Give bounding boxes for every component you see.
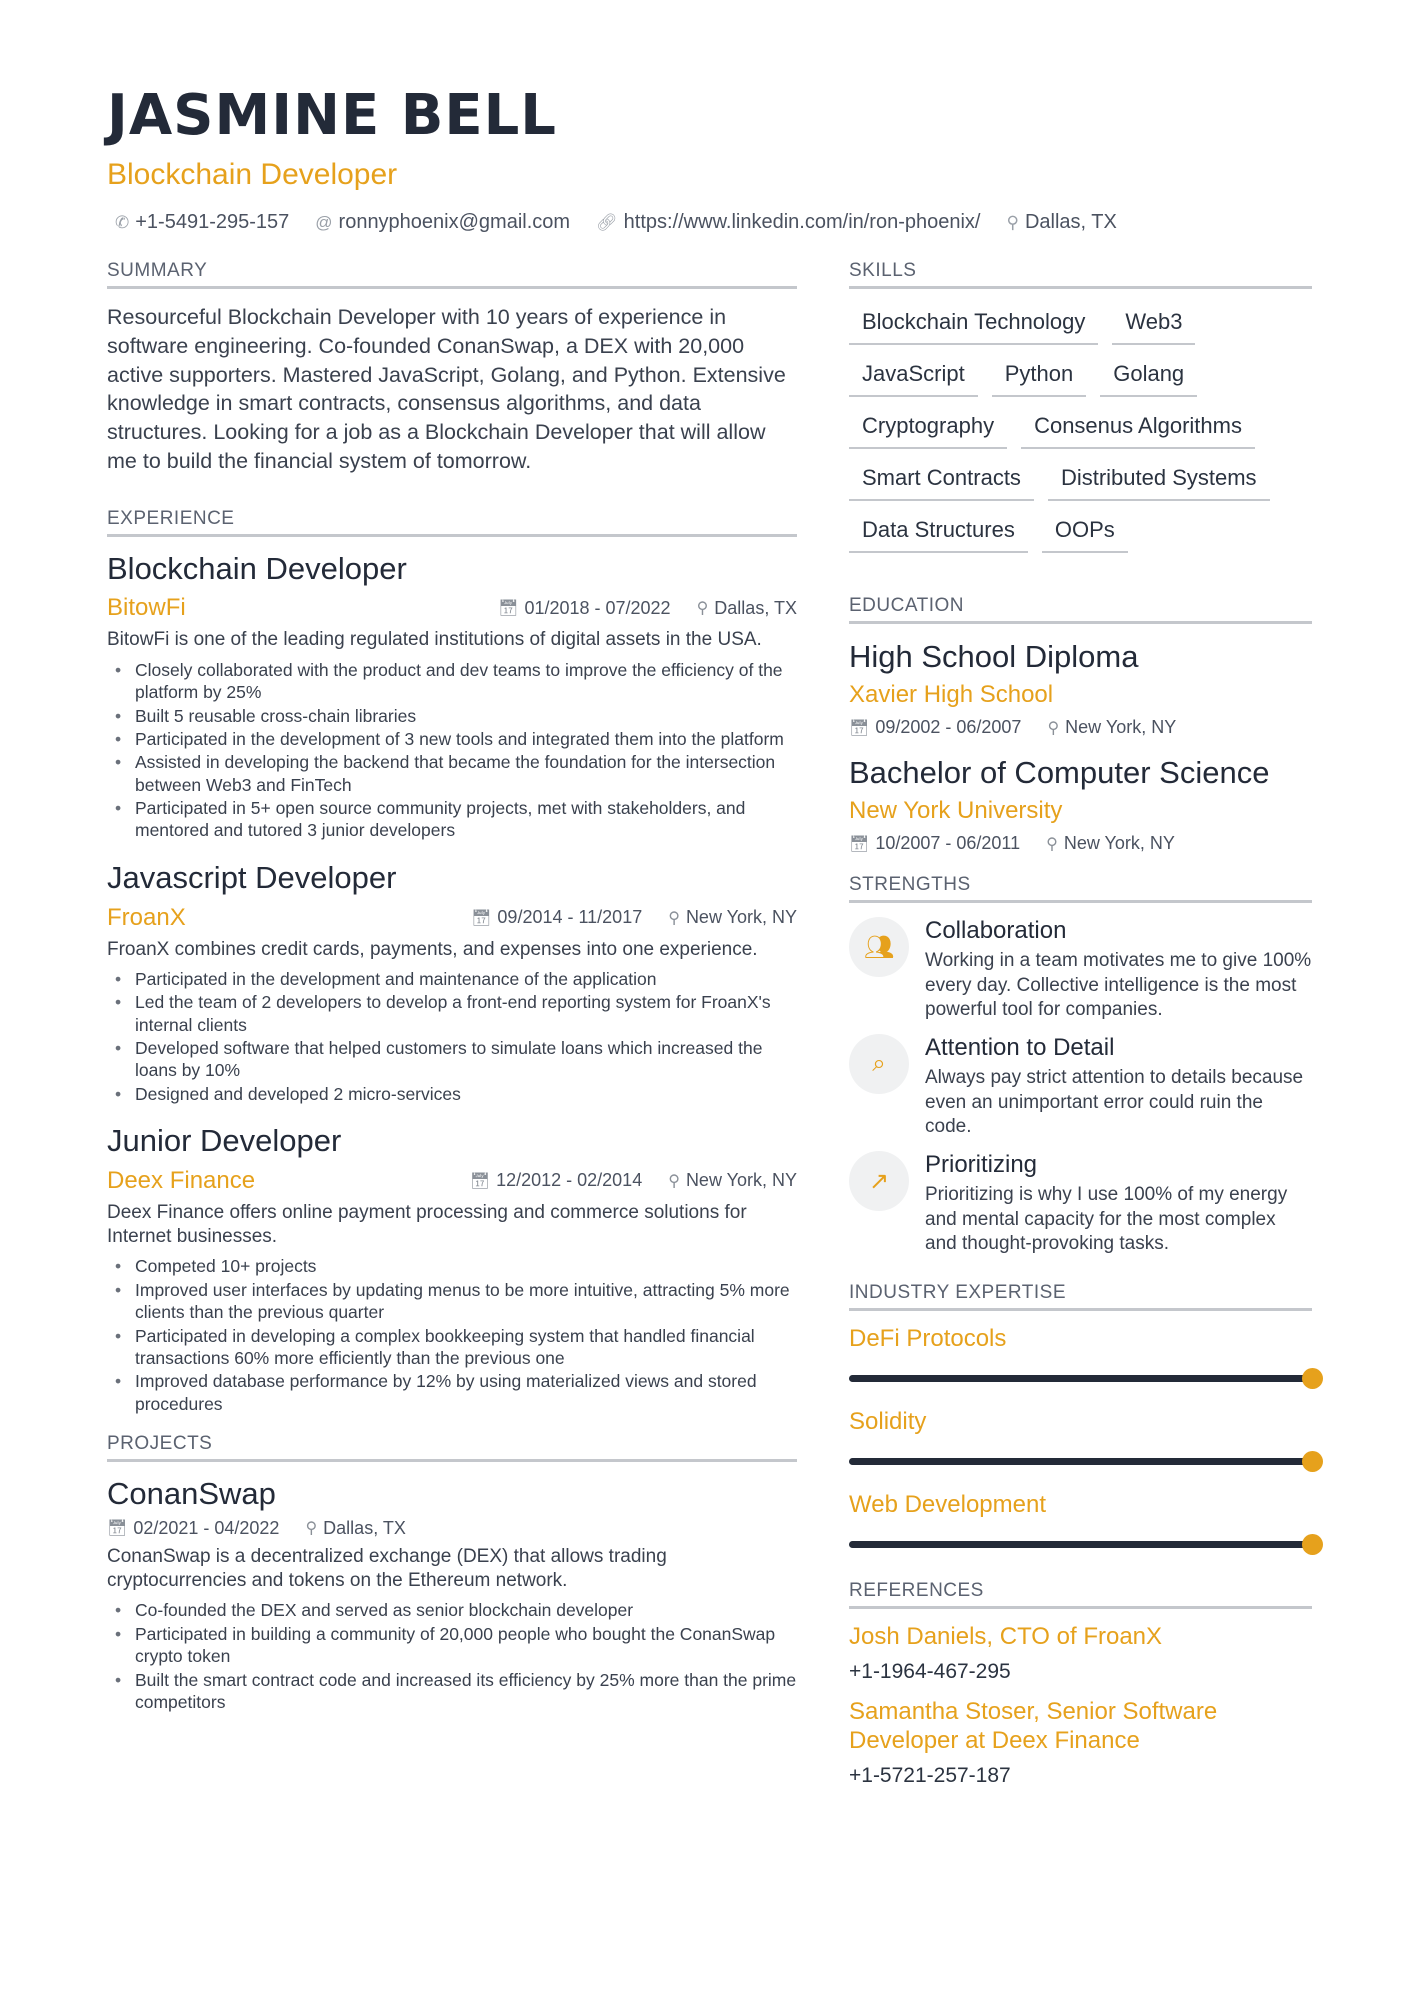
expertise-label: DeFi Protocols bbox=[849, 1325, 1007, 1353]
skill-tag: Consenus Algorithms bbox=[1021, 413, 1255, 449]
location-pin-icon: ⚲ bbox=[1006, 212, 1019, 232]
calendar-icon: 📅︎ bbox=[107, 1520, 128, 1538]
reference-phone: +1-5721-257-187 bbox=[849, 1763, 1011, 1787]
degree-title: High School Diploma bbox=[849, 639, 1139, 674]
bullet-list bbox=[107, 1599, 797, 1713]
job-location: New York, NY bbox=[685, 907, 797, 927]
education-location: New York, NY bbox=[1063, 833, 1175, 854]
left-column bbox=[107, 260, 797, 1731]
calendar-icon: 📅︎ bbox=[849, 835, 870, 853]
references-list bbox=[849, 1623, 1312, 1787]
job-dates: 01/2018 - 07/2022 bbox=[524, 597, 671, 618]
strength-title: Prioritizing bbox=[925, 1151, 1038, 1179]
strength-entry bbox=[849, 917, 1312, 1022]
bullet-item: • Participated in 5+ open source community projects, met with stakeholders, and mentored and tutored 3 junior developers bbox=[107, 797, 797, 842]
calendar-icon: 📅︎ bbox=[498, 600, 519, 618]
bullet-item: • Participated in building a community of 20,000 people who bought the ConanSwap crypto token bbox=[107, 1623, 797, 1668]
projects-list bbox=[107, 1476, 797, 1713]
contact-phone bbox=[115, 211, 289, 234]
strength-description: Always pay strict attention to details because even an unimportant error could ruin the code. bbox=[925, 1067, 1304, 1137]
email-text: ronnyphoenix@gmail.com bbox=[338, 211, 571, 233]
strength-body bbox=[925, 917, 1312, 1022]
reference-name: Samantha Stoser, Senior Software Developer at Deex Finance bbox=[849, 1697, 1218, 1754]
job-location: Dallas, TX bbox=[714, 597, 797, 618]
bullet-item: • Participated in the development of 3 new tools and integrated them into the platform bbox=[107, 728, 797, 750]
degree-title: Bachelor of Computer Science bbox=[849, 755, 1270, 791]
job-meta-row bbox=[107, 594, 797, 622]
expertise-bar-fill bbox=[849, 1458, 1312, 1465]
reference-entry bbox=[849, 1623, 1312, 1684]
bullet-item: • Improved user interfaces by updating menus to be more intuitive, attracting 5% more clients than the previous quarter bbox=[107, 1279, 797, 1324]
reference-name: Josh Daniels, CTO of FroanX bbox=[849, 1623, 1163, 1651]
skill-tag: Cryptography bbox=[849, 413, 1007, 449]
bullet-list bbox=[107, 1255, 797, 1415]
job-location: New York, NY bbox=[685, 1170, 797, 1191]
job-location-wrap bbox=[697, 598, 797, 619]
expertise-item bbox=[849, 1491, 1312, 1548]
job-location-wrap bbox=[668, 1170, 797, 1191]
references-heading: REFERENCES bbox=[849, 1580, 1312, 1609]
strength-body bbox=[925, 1034, 1312, 1139]
skills-list bbox=[849, 303, 1312, 553]
strengths-list bbox=[849, 917, 1312, 1256]
bullet-item: • Participated in the development and maintenance of the application bbox=[107, 968, 797, 990]
bullet-item: • Closely collaborated with the product and dev teams to improve the efficiency of the platform by 25% bbox=[107, 659, 797, 704]
job-meta-row bbox=[107, 1167, 797, 1195]
education-location-wrap bbox=[1046, 833, 1175, 854]
skill-tag: Web3 bbox=[1112, 309, 1195, 345]
project-dates-wrap bbox=[107, 1518, 279, 1539]
job-description: FroanX combines credit cards, payments, and expenses into one experience. bbox=[107, 938, 758, 960]
location-pin-icon: ⚲ bbox=[1046, 835, 1058, 853]
search-icon: ⌕ bbox=[849, 1034, 909, 1094]
expertise-item bbox=[849, 1325, 1312, 1382]
skill-tag: Python bbox=[992, 361, 1087, 397]
project-title: ConanSwap bbox=[107, 1476, 276, 1512]
school-name: New York University bbox=[849, 797, 1063, 825]
summary-heading: SUMMARY bbox=[107, 260, 797, 289]
expertise-bar-track bbox=[849, 1458, 1312, 1465]
location-pin-icon: ⚲ bbox=[305, 1520, 318, 1538]
right-column bbox=[849, 260, 1312, 1802]
education-entry bbox=[849, 754, 1312, 854]
expertise-bar-track bbox=[849, 1541, 1312, 1548]
job-title: Junior Developer bbox=[107, 1123, 342, 1159]
job-entry bbox=[107, 551, 797, 842]
calendar-icon: 📅︎ bbox=[469, 1172, 491, 1190]
bullet-item: • Built 5 reusable cross-chain libraries bbox=[107, 705, 797, 727]
education-dates-wrap bbox=[849, 717, 1021, 738]
education-location-wrap bbox=[1047, 717, 1176, 738]
skill-tag: Smart Contracts bbox=[849, 465, 1034, 501]
job-meta-row bbox=[107, 904, 797, 932]
school-name: Xavier High School bbox=[849, 681, 1054, 709]
job-dates-wrap bbox=[470, 1170, 642, 1191]
job-dates: 09/2014 - 11/2017 bbox=[497, 907, 643, 927]
education-meta bbox=[849, 717, 1312, 738]
skill-tag: Distributed Systems bbox=[1048, 465, 1270, 501]
expertise-bar-fill bbox=[849, 1541, 1312, 1548]
reference-phone: +1-1964-467-295 bbox=[849, 1659, 1011, 1683]
education-entry bbox=[849, 638, 1312, 738]
bullet-item: • Built the smart contract code and increased its efficiency by 25% more than the prime competitors bbox=[107, 1669, 797, 1714]
project-location: Dallas, TX bbox=[323, 1517, 406, 1538]
bullet-item: • Participated in developing a complex bookkeeping system that handled financial transactions 60% more efficiently than the previous one bbox=[107, 1325, 797, 1370]
phone-icon: ✆ bbox=[115, 212, 130, 232]
contact-bar bbox=[107, 211, 1312, 234]
job-dates-wrap bbox=[471, 907, 642, 928]
location-text: Dallas, TX bbox=[1024, 211, 1117, 233]
users-icon: 👥︎ bbox=[849, 917, 909, 977]
resume-page bbox=[107, 83, 1312, 1787]
job-dates: 12/2012 - 02/2014 bbox=[496, 1170, 643, 1191]
expertise-list bbox=[849, 1325, 1312, 1548]
education-dates-wrap bbox=[849, 833, 1020, 854]
trend-up-icon: ↗ bbox=[849, 1151, 909, 1211]
summary-text: Resourceful Blockchain Developer with 10 years of experience in software engineering. Co-founded ConanSwap, a DEX with 20,000 active supporters. Mastered JavaScript, Golang, and Python. Extensive knowledge in smart contracts, consensus algorithms, and data structures. Looking for a job as a Blockchain Developer that will allow me to build the financial system of tomorrow. bbox=[107, 305, 786, 473]
expertise-item bbox=[849, 1408, 1312, 1465]
skills-heading: SKILLS bbox=[849, 260, 1312, 289]
strength-title: Attention to Detail bbox=[925, 1034, 1115, 1062]
job-description: Deex Finance offers online payment processing and commerce solutions for Internet businesses. bbox=[107, 1201, 747, 1248]
skill-tag: Data Structures bbox=[849, 517, 1028, 553]
location-pin-icon: ⚲ bbox=[696, 600, 709, 618]
job-meta bbox=[470, 1170, 797, 1191]
contact-linkedin[interactable] bbox=[596, 211, 980, 234]
strength-title: Collaboration bbox=[925, 917, 1067, 945]
project-location-wrap bbox=[305, 1518, 405, 1539]
education-dates: 09/2002 - 06/2007 bbox=[875, 717, 1022, 738]
job-title: Javascript Developer bbox=[107, 859, 397, 895]
expertise-bar-knob bbox=[1302, 1451, 1323, 1472]
education-meta bbox=[849, 833, 1312, 854]
expertise-bar-knob bbox=[1302, 1368, 1323, 1389]
project-dates: 02/2021 - 04/2022 bbox=[133, 1517, 280, 1538]
project-entry bbox=[107, 1476, 797, 1713]
job-entry bbox=[107, 860, 797, 1105]
contact-location bbox=[1007, 211, 1117, 234]
bullet-item: • Designed and developed 2 micro-services bbox=[107, 1083, 797, 1105]
candidate-name: JASMINE BELL bbox=[107, 83, 557, 148]
company-name: BitowFi bbox=[107, 594, 186, 622]
location-pin-icon: ⚲ bbox=[668, 909, 680, 927]
expertise-bar-track bbox=[849, 1375, 1312, 1382]
strength-body bbox=[925, 1151, 1312, 1256]
company-name: FroanX bbox=[107, 903, 186, 931]
expertise-bar-knob bbox=[1302, 1534, 1323, 1555]
experience-heading: EXPERIENCE bbox=[107, 508, 797, 537]
job-meta bbox=[471, 907, 797, 928]
contact-email[interactable] bbox=[315, 211, 570, 234]
education-location: New York, NY bbox=[1065, 717, 1177, 738]
bullet-list bbox=[107, 968, 797, 1105]
education-dates: 10/2007 - 06/2011 bbox=[875, 833, 1021, 854]
industry-expertise-heading: INDUSTRY EXPERTISE bbox=[849, 1282, 1312, 1311]
strengths-heading: STRENGTHS bbox=[849, 874, 1312, 903]
at-icon: @ bbox=[315, 212, 333, 232]
job-location-wrap bbox=[668, 907, 797, 928]
skill-tag: JavaScript bbox=[849, 361, 978, 397]
bullet-item: • Assisted in developing the backend that became the foundation for the intersection between Web3 and FinTech bbox=[107, 751, 797, 796]
job-meta bbox=[498, 598, 797, 619]
strength-entry bbox=[849, 1034, 1312, 1139]
linkedin-text: https://www.linkedin.com/in/ron-phoenix/ bbox=[623, 211, 981, 233]
bullet-list bbox=[107, 659, 797, 842]
candidate-title: Blockchain Developer bbox=[107, 158, 398, 191]
education-list bbox=[849, 638, 1312, 854]
skill-tag: OOPs bbox=[1042, 517, 1128, 553]
skill-tag: Blockchain Technology bbox=[849, 309, 1098, 345]
projects-heading: PROJECTS bbox=[107, 1433, 797, 1462]
reference-entry bbox=[849, 1698, 1312, 1788]
expertise-label: Solidity bbox=[849, 1408, 927, 1436]
education-heading: EDUCATION bbox=[849, 595, 1312, 624]
job-description: BitowFi is one of the leading regulated institutions of digital assets in the USA. bbox=[107, 629, 762, 651]
bullet-item: • Developed software that helped customers to simulate loans which increased the loans by 10% bbox=[107, 1037, 797, 1082]
skill-tag: Golang bbox=[1100, 361, 1197, 397]
location-pin-icon: ⚲ bbox=[1047, 719, 1060, 737]
calendar-icon: 📅︎ bbox=[471, 909, 492, 927]
expertise-label: Web Development bbox=[849, 1491, 1046, 1519]
company-name: Deex Finance bbox=[107, 1166, 256, 1194]
experience-list bbox=[107, 551, 797, 1415]
location-pin-icon: ⚲ bbox=[668, 1172, 680, 1190]
strength-description: Working in a team motivates me to give 100% every day. Collective intelligence is the most powerful tool for companies. bbox=[925, 950, 1312, 1020]
bullet-item: • Improved database performance by 12% by using materialized views and stored procedures bbox=[107, 1370, 797, 1415]
job-title: Blockchain Developer bbox=[107, 550, 407, 586]
phone-text: +1-5491-295-157 bbox=[135, 211, 290, 233]
link-icon: 🔗︎ bbox=[596, 212, 618, 232]
job-entry bbox=[107, 1123, 797, 1415]
calendar-icon: 📅︎ bbox=[849, 719, 870, 737]
bullet-item: • Competed 10+ projects bbox=[107, 1255, 797, 1277]
bullet-item: • Co-founded the DEX and served as senior blockchain developer bbox=[107, 1599, 797, 1621]
strength-description: Prioritizing is why I use 100% of my energy and mental capacity for the most complex and thought-provoking tasks. bbox=[925, 1184, 1288, 1254]
project-meta bbox=[107, 1518, 797, 1539]
bullet-item: • Led the team of 2 developers to develop a front-end reporting system for FroanX's internal clients bbox=[107, 991, 797, 1036]
project-description: ConanSwap is a decentralized exchange (DEX) that allows trading cryptocurrencies and tokens on the Ethereum network. bbox=[107, 1545, 667, 1592]
job-dates-wrap bbox=[498, 598, 670, 619]
expertise-bar-fill bbox=[849, 1375, 1312, 1382]
strength-entry bbox=[849, 1151, 1312, 1256]
